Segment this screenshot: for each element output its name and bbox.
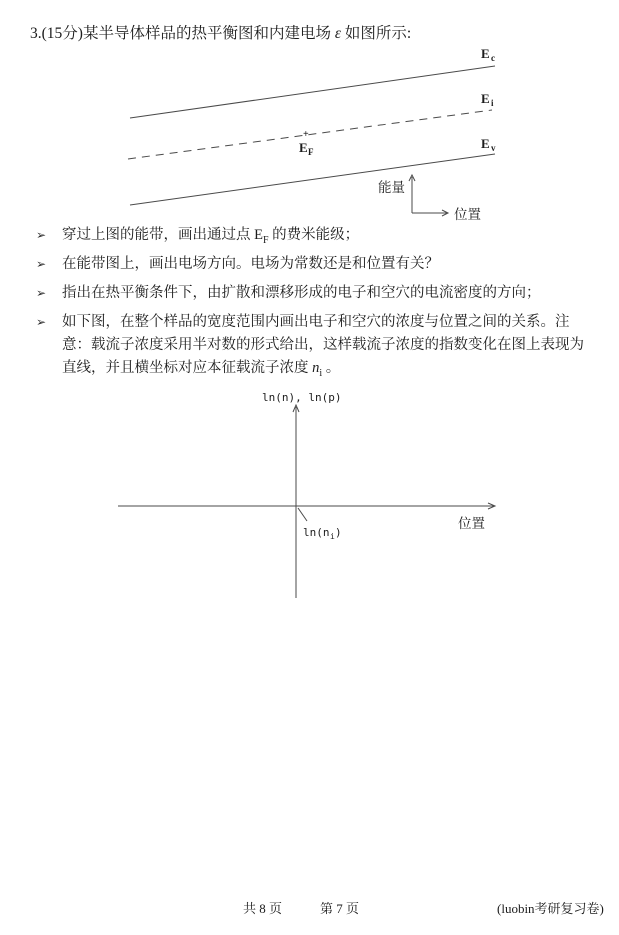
bullet-item-3 (36, 282, 592, 305)
origin-label: ln(n (303, 526, 330, 539)
position-axis-label: 位置 (454, 207, 481, 222)
energy-band-diagram (90, 40, 520, 225)
ev-label-sub: v (491, 143, 496, 153)
ec-band-line (130, 66, 495, 118)
conc-y-axis-label: ln(n), ln(p) (262, 391, 342, 404)
arrow-bullet-icon: ➢ (36, 315, 47, 329)
ef-label: E (299, 140, 308, 155)
ec-label: E (481, 46, 490, 61)
ei-label-sub: i (491, 98, 494, 108)
ev-band-line (130, 154, 495, 205)
ec-label-sub: c (491, 53, 495, 63)
bullet-text: 穿过上图的能带，画出通过点 $E_F$ 的费米能级； (62, 227, 360, 246)
ef-point-marker: + (303, 129, 309, 140)
question-title-tail: 如图所示: (340, 25, 412, 42)
arrow-bullet-icon: ➢ (36, 257, 47, 271)
footer-source-label: (luobin考研复习卷) (497, 901, 604, 916)
question-bullet-list (36, 224, 592, 386)
page-footer (0, 898, 619, 918)
ei-label: E (481, 91, 490, 106)
bullet-text: 在能带图上，画出电场方向。电场为常数还是和位置有关？ (62, 256, 439, 272)
ef-label-sub: F (308, 147, 314, 157)
arrow-bullet-icon: ➢ (36, 286, 47, 300)
carrier-concentration-diagram (90, 385, 520, 610)
question-title-text: 3.(15分)某半导体样品的热平衡图和内建电场 (30, 25, 335, 42)
ev-label: E (481, 136, 490, 151)
origin-label-close: ) (335, 526, 342, 539)
footer-total-pages: 共 8 页 (243, 901, 283, 916)
origin-label-sub: i (330, 532, 335, 541)
conc-x-axis-label: 位置 (458, 516, 485, 531)
origin-leader-line (298, 508, 307, 521)
epsilon-symbol: ε (334, 25, 341, 42)
bullet-text: 指出在热平衡条件下，由扩散和漂移形成的电子和空穴的电流密度的方向； (62, 285, 541, 301)
bullet-item-2 (36, 253, 592, 276)
energy-axis-label: 能量 (378, 180, 405, 195)
bullet-text: 如下图，在整个样品的宽度范围内画出电子和空穴的浓度与位置之间的关系。注意：载流子浓度采用半对数的形式给出，这样载流子浓度的指数变化在图上表现为直线，并且横坐标对应本征载流子浓度 $n_i$ 。 (62, 314, 584, 379)
bullet-item-4 (36, 311, 592, 380)
arrow-bullet-icon: ➢ (36, 228, 47, 242)
footer-page-number: 第 7 页 (320, 901, 360, 916)
bullet-item-1 (36, 224, 592, 247)
